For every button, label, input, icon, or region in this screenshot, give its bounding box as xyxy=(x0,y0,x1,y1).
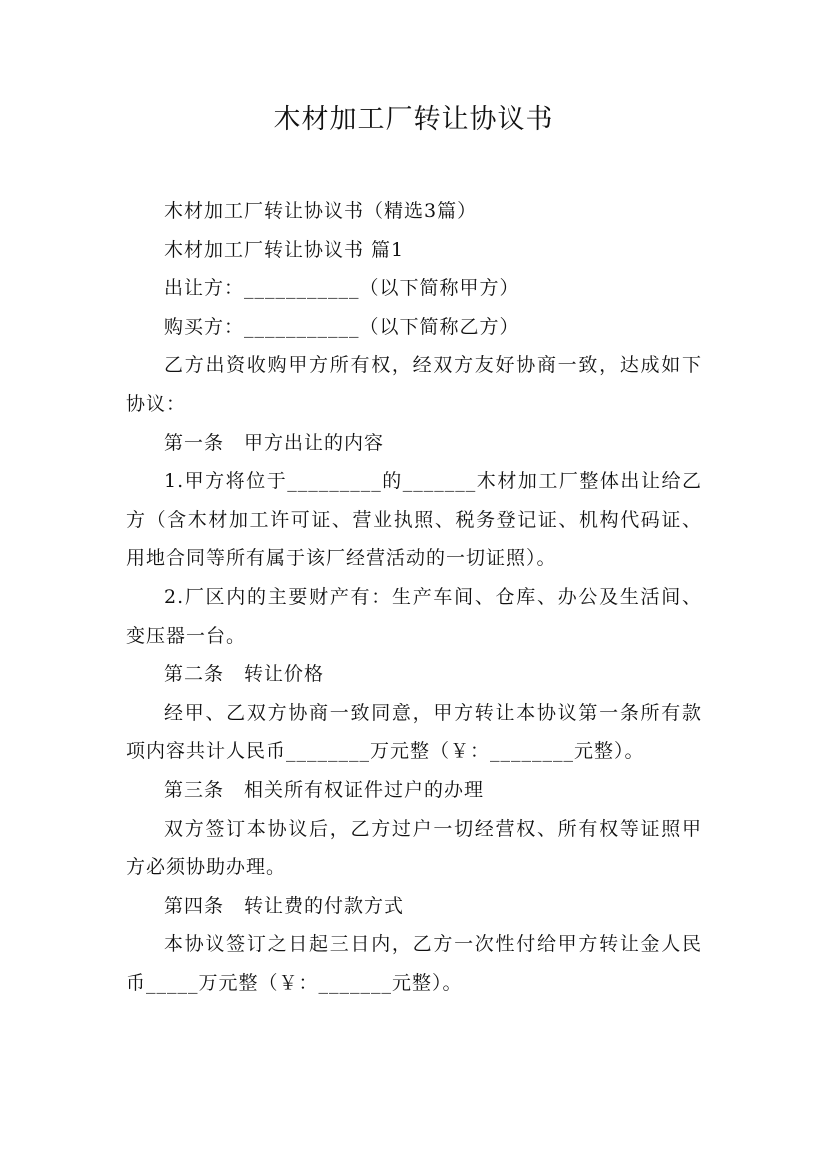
article-1-item-1: 1.甲方将位于_________的_______木材加工厂整体出让给乙方（含木材加工许可证、营业执照、税务登记证、机构代码证、用地合同等所有属于该厂经营活动的一切证照）。 xyxy=(126,470,702,570)
paragraph-transferor: 出让方：___________（以下简称甲方） xyxy=(164,277,520,300)
article-1-item-2: 2.厂区内的主要财产有：生产车间、仓库、办公及生活间、变压器一台。 xyxy=(126,585,702,647)
document-body xyxy=(126,192,702,1002)
article-2-body: 经甲、乙双方协商一致同意，甲方转让本协议第一条所有款项内容共计人民币________万元整（￥：________元整）。 xyxy=(126,701,702,763)
article-4-heading: 第四条 转让费的付款方式 xyxy=(164,894,405,917)
article-3-heading: 第三条 相关所有权证件过户的办理 xyxy=(164,778,485,801)
document-title: 木材加工厂转让协议书 xyxy=(273,104,554,135)
paragraph-subtitle: 木材加工厂转让协议书（精选3篇） xyxy=(164,200,478,222)
article-3-body: 双方签订本协议后，乙方过户一切经营权、所有权等证照甲方必须协助办理。 xyxy=(126,817,702,879)
paragraph-preamble: 乙方出资收购甲方所有权，经双方友好协商一致，达成如下协议： xyxy=(126,354,702,415)
article-4-body: 本协议签订之日起三日内，乙方一次性付给甲方转让金人民币_____万元整（￥：_______元整）。 xyxy=(126,933,702,994)
article-1-heading: 第一条 甲方出让的内容 xyxy=(164,431,385,454)
paragraph-section-heading: 木材加工厂转让协议书 篇1 xyxy=(164,238,405,261)
article-2-heading: 第二条 转让价格 xyxy=(164,663,325,686)
paragraph-purchaser: 购买方：___________（以下简称乙方） xyxy=(164,315,520,338)
